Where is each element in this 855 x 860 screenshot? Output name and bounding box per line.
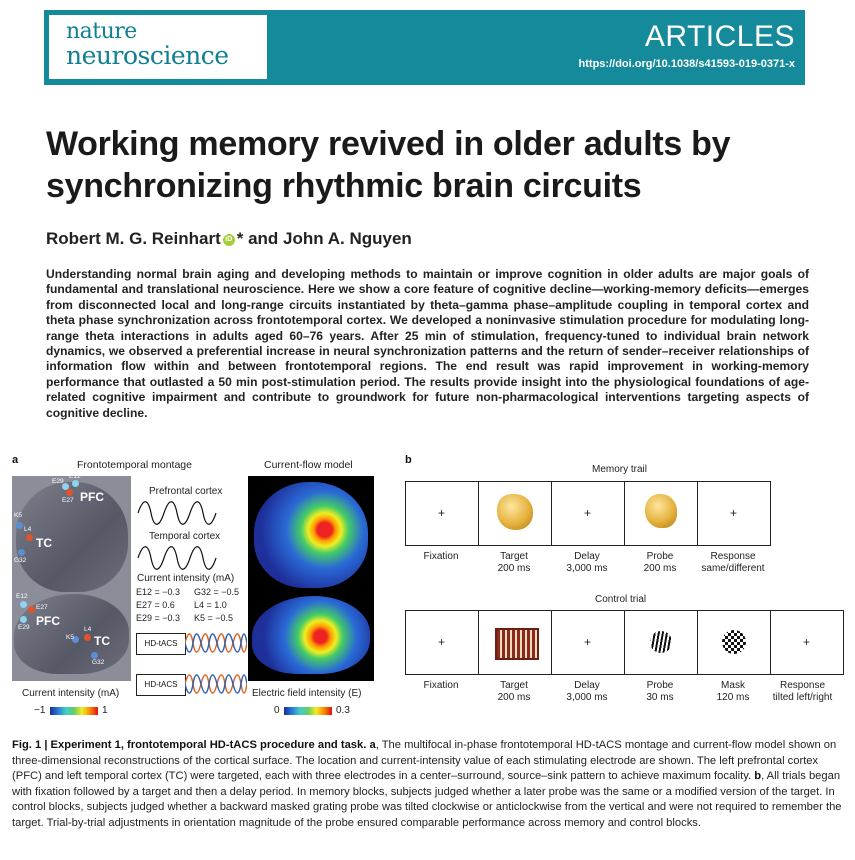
electrode-e12-side-icon [20,601,27,608]
figure-panel-a [12,454,392,720]
scale-left-min: −1 [34,705,46,716]
fixation-cross-icon: + [803,635,811,649]
step-name: Delay [574,680,600,691]
label-pfc-top: PFC [80,490,104,504]
label-l4: L4 [24,526,32,533]
fixation-cross-icon: + [438,635,446,649]
control-fixation-frame [405,610,479,675]
figure-panel-b [405,454,845,720]
control-step-5 [697,680,769,704]
current-k5: K5 = −0.5 [194,613,234,623]
label-e27: E27 [62,497,74,504]
checkerboard-mask-icon [722,630,746,654]
panel-a-label: a [12,454,19,466]
control-step-3 [551,680,623,704]
step-name: Response [779,680,826,691]
grating-probe-icon [650,631,672,653]
step-name: Response [710,551,756,562]
step-time: tilted left/right [772,692,833,703]
caption-body-2: , All trials began with fixation followed by a target and then a delay period. In memory blocks, subjects judged whether a later probe was the same or a modified version of the target. In control blocks, subjects judged whether a backward masked grating probe was tilted clockwise or anticlockwise from the vertical and were not required to remember the target. Trial-by-trial adjustments in orientation magnitude of the probe ensured comparable performance across memory and control blocks. [12,770,842,829]
scale-left-title: Current intensity (mA) [22,688,120,699]
hdtacs-waves-1-icon [185,631,247,655]
caption-b-label: b [754,770,762,783]
step-name: Mask [721,680,745,691]
step-time: 3,000 ms [566,692,608,703]
label-e27-side: E27 [36,604,48,611]
probe-object-image [645,494,677,528]
control-step-6 [760,680,845,704]
scale-right-max: 0.3 [336,705,350,716]
label-e12-side: E12 [16,593,28,600]
memory-step-5 [683,551,783,575]
current-e12: E12 = −0.3 [136,587,181,597]
control-delay-frame [551,610,625,675]
logo-line-nature: nature [66,19,137,44]
scale-right-colorbar [284,707,332,715]
electrode-g32-icon [18,549,25,556]
electrode-e27-side-icon [28,606,35,613]
scale-left-colorbar [50,707,98,715]
article-title: Working memory revived in older adults by synchronizing rhythmic brain circuits [46,125,731,205]
current-e27: E27 = 0.6 [136,600,175,610]
step-name: Probe [646,551,674,562]
electrode-e29-side-icon [20,616,27,623]
montage-title: Frontotemporal montage [77,459,192,471]
memory-step-1 [405,551,477,563]
memory-fixation-frame [405,481,479,546]
fixation-cross-icon: + [730,506,738,520]
label-pfc-side: PFC [36,614,60,628]
hdtacs-box-2: HD-tACS [136,674,186,696]
author-line [46,229,412,249]
control-probe-frame [624,610,698,675]
prefrontal-label: Prefrontal cortex [149,486,223,497]
panel-b-label: b [405,454,412,466]
electrode-e12-icon [72,480,79,487]
caption-body: , The multifocal in-phase frontotemporal HD-tACS montage and current-flow model shown on three-dimensional reconstructions of the cortical surface. The location and current-intensity value of each stimulating electrode are shown. The left prefrontal cortex (PFC) and left temporal cortex (TC) were targeted, each with three electrodes in a center–surround, source–sink pattern to achieve maximum focality. [12,739,837,783]
step-name: Fixation [423,680,459,691]
step-name: Target [500,551,528,562]
step-time: 30 ms [646,692,674,703]
fixation-cross-icon: + [438,506,446,520]
label-k5-side: K5 [66,634,74,641]
step-time: 3,000 ms [566,563,608,574]
label-e29-side: E29 [18,624,30,631]
electrode-k5-icon [16,522,23,529]
memory-delay-frame [551,481,625,546]
electrode-g32-side-icon [91,652,98,659]
caption-lead: Fig. 1 | Experiment 1, frontotemporal HD-tACS procedure and task. a [12,739,376,751]
label-l4-side: L4 [84,626,92,633]
label-tc-top: TC [36,536,52,550]
accordion-object-image [495,628,539,660]
electrode-l4-icon [26,534,33,541]
temporal-wave-icon [136,545,218,571]
fixation-cross-icon: + [584,506,592,520]
electrode-l4-side-icon [84,634,91,641]
doi-link[interactable]: https://doi.org/10.1038/s41593-019-0371-x [578,58,795,70]
scale-right-min: 0 [274,705,280,716]
control-trial-title: Control trial [595,594,647,605]
control-step-2 [478,680,550,704]
step-time: 200 ms [497,563,531,574]
memory-response-frame [697,481,771,546]
control-response-frame [770,610,844,675]
current-flow-top-brain [254,482,368,588]
control-mask-frame [697,610,771,675]
author-rest: * and John A. Nguyen [236,229,412,248]
current-g32: G32 = −0.5 [194,587,240,597]
electrode-e27-icon [66,489,73,496]
memory-trial-title: Memory trail [592,464,648,475]
current-flow-title: Current-flow model [264,459,353,471]
section-label: ARTICLES [644,20,795,53]
step-name: Delay [574,551,600,562]
hdtacs-box-1: HD-tACS [136,633,186,655]
step-time: 120 ms [716,692,750,703]
author-reinhart[interactable]: Robert M. G. Reinhart [46,229,221,248]
memory-probe-frame [624,481,698,546]
figure-caption [12,738,843,832]
step-name: Fixation [423,551,459,562]
current-e29: E29 = −0.3 [136,613,181,623]
step-time: same/different [701,563,765,574]
memory-step-3 [551,551,623,575]
memory-target-frame [478,481,552,546]
step-time: 200 ms [497,692,531,703]
label-e29: E29 [52,478,64,485]
label-e12: E12 [69,473,81,480]
control-step-4 [624,680,696,704]
memory-step-2 [478,551,550,575]
scale-right-title: Electric field intensity (E) [252,688,362,699]
step-name: Target [500,680,528,691]
fixation-cross-icon: + [584,635,592,649]
label-k5: K5 [14,512,22,519]
label-g32: G32 [14,557,27,564]
label-g32-side: G32 [92,659,105,666]
logo-line-neuroscience: neuroscience [66,41,229,70]
target-object-image [497,494,533,530]
control-step-1 [405,680,477,692]
step-name: Probe [646,680,674,691]
step-time: 200 ms [643,563,677,574]
orcid-icon[interactable]: iD [223,234,235,246]
hdtacs-waves-2-icon [185,672,247,696]
scale-left-max: 1 [102,705,108,716]
current-flow-side-brain [252,596,370,674]
abstract: Understanding normal brain aging and developing methods to maintain or improve cognition in older adults are major goals of fundamental and translational neuroscience. Here we show a core feature of cognitive decline—working-memory deficits—emerges from disconnected local and long-range circuits instantiated by theta–gamma phase–amplitude coupling in temporal cortex and theta phase synchronization across frontotemporal cortex. We developed a noninvasive stimulation procedure for modulating long-range theta interactions in adults aged 60–76 years. After 25 min of stimulation, frequency-tuned to individual brain network dynamics, we observed a preferential increase in neural synchronization patterns and the return of sender–receiver relationships of information flow within and between frontotemporal regions. The end result was rapid improvement in working-memory performance that outlasted a 50 min post-stimulation period. The results provide insight into the physiological foundations of age-related cognitive impairment and contribute to groundwork for future non-pharmacological interventions targeting aspects of cognitive decline. [46,267,809,420]
prefrontal-wave-icon [136,500,218,526]
current-l4: L4 = 1.0 [194,600,227,610]
current-intensity-label: Current intensity (mA) [137,573,235,584]
temporal-label: Temporal cortex [149,531,221,542]
control-target-frame [478,610,552,675]
label-tc-side: TC [94,634,110,648]
